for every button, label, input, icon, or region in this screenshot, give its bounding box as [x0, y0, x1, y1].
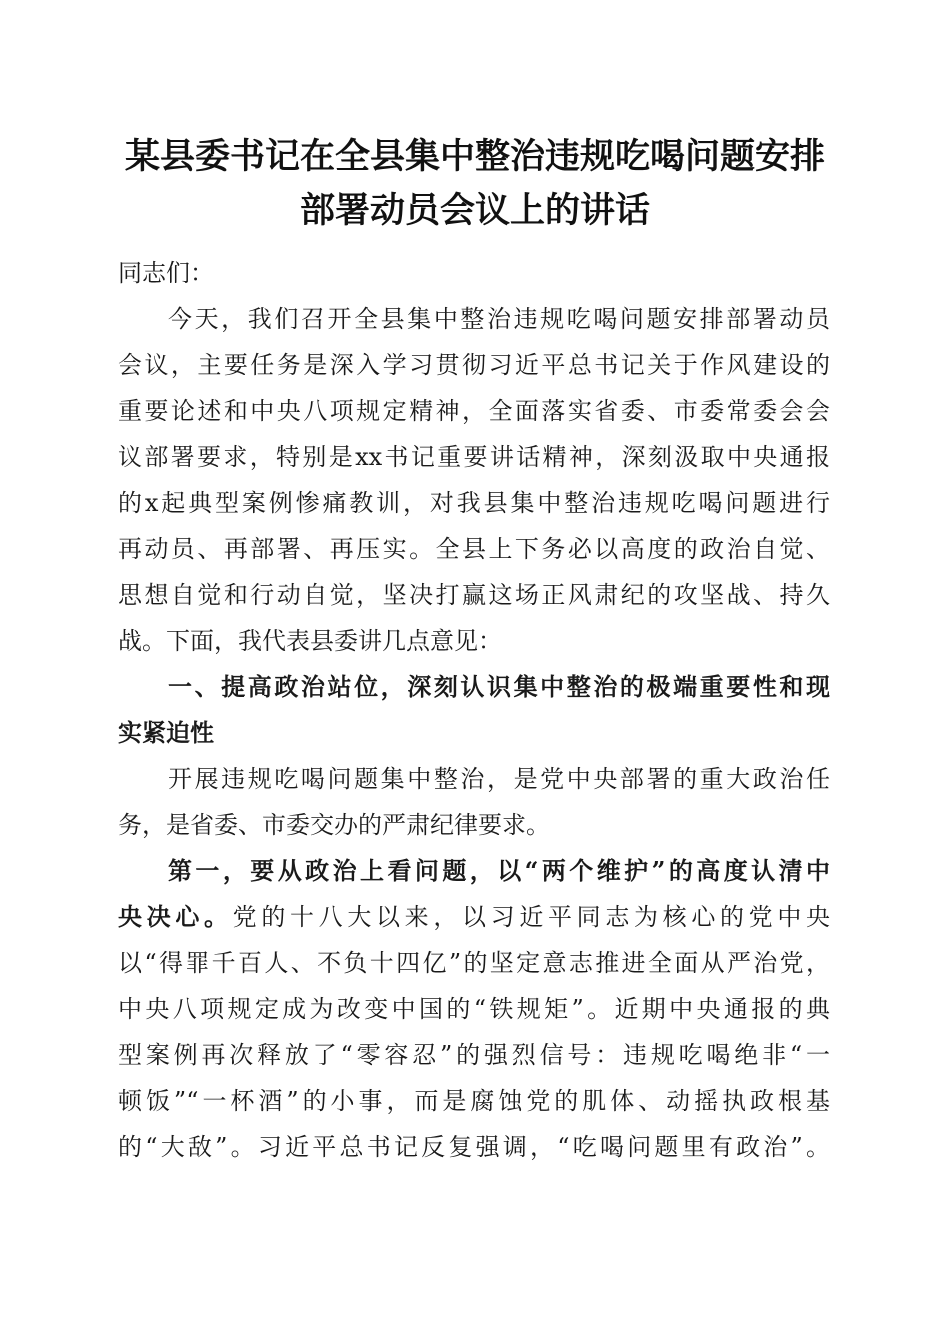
point-line: 中央八项规定成为改变中国的“铁规矩”。近期中央通报的典	[118, 995, 830, 1023]
intro-line: 重要论述和中央八项规定精神，全面落实省委、市委常委会会	[118, 397, 830, 425]
intro-line: 思想自觉和行动自觉，坚决打赢这场正风肃纪的攻坚战、持久	[118, 581, 830, 609]
intro-line: 议部署要求，特别是xx书记重要讲话精神，深刻汲取中央通报	[118, 443, 830, 471]
point-line: 的“大敌”。习近平总书记反复强调，“吃喝问题里有政治”。	[118, 1133, 830, 1161]
section-heading: 一、提高政治站位，深刻认识集中整治的极端重要性和现	[168, 673, 830, 701]
intro-line: 今天，我们召开全县集中整治违规吃喝问题安排部署动员	[168, 305, 830, 333]
point-heading: 第一，要从政治上看问题，以“两个维护”的高度认清中	[168, 856, 830, 885]
document-body	[118, 250, 830, 1170]
intro-line: 战。下面，我代表县委讲几点意见：	[118, 627, 502, 655]
section-paragraph-line: 务，是省委、市委交办的严肃纪律要求。	[118, 811, 550, 839]
point-line: 型案例再次释放了“零容忍”的强烈信号：违规吃喝绝非“一	[118, 1041, 830, 1069]
section-paragraph-line: 开展违规吃喝问题集中整治，是党中央部署的重大政治任	[168, 765, 830, 793]
point-line	[118, 894, 830, 940]
document-title	[100, 130, 850, 238]
point-line: 顿饭”“一杯酒”的小事，而是腐蚀党的肌体、动摇执政根基	[118, 1087, 830, 1115]
salutation: 同志们：	[118, 259, 214, 287]
intro-line: 再动员、再部署、再压实。全县上下务必以高度的政治自觉、	[118, 535, 830, 563]
title-line-1: 某县委书记在全县集中整治违规吃喝问题安排	[124, 136, 825, 177]
title-line-2: 部署动员会议上的讲话	[299, 190, 650, 231]
section-heading: 实紧迫性	[118, 719, 214, 747]
point-line: 以“得罪千百人、不负十四亿”的坚定意志推进全面从严治党，	[118, 949, 830, 977]
point-text: 党的十八大以来，以习近平同志为核心的党中央	[232, 903, 831, 931]
intro-line: 会议，主要任务是深入学习贯彻习近平总书记关于作风建设的	[118, 351, 830, 379]
intro-line: 的x起典型案例惨痛教训，对我县集中整治违规吃喝问题进行	[118, 489, 830, 517]
point-heading-end: 央决心。	[118, 902, 233, 931]
